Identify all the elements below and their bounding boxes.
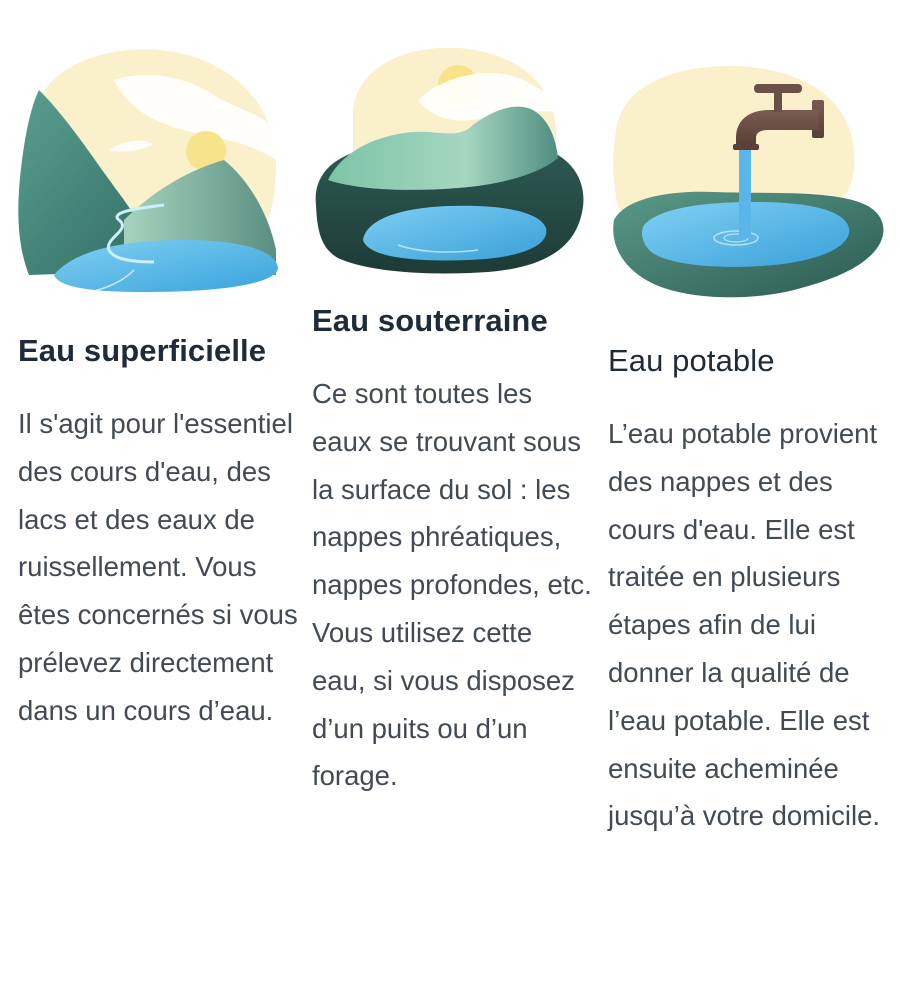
card-description: Il s'agit pour l'essentiel des cours d'eau, des lacs et des eaux de ruissellement. Vous êtes concernés si vous prélevez directement dans un cours d’eau.	[18, 408, 298, 726]
card-description: L’eau potable provient des nappes et des cours d'eau. Elle est traitée en plusieurs étapes afin de lui donner la qualité de l’eau potable. Elle est ensuite acheminée jusqu’à votre domicile.	[608, 418, 881, 832]
groundwater-landscape-icon	[308, 40, 590, 285]
card-title: Eau superficielle	[18, 333, 267, 368]
card-description: Ce sont toutes les eaux se trouvant sous la surface du sol : les nappes phréatiques, nappes profondes, etc. Vous utilisez cette eau, si vous disposez d’un puits ou d’un forage.	[312, 378, 592, 792]
card-title: Eau potable	[608, 343, 775, 378]
water-tap-icon	[604, 60, 889, 320]
surface-water-landscape-icon	[14, 40, 284, 300]
card-title: Eau souterraine	[312, 303, 548, 338]
